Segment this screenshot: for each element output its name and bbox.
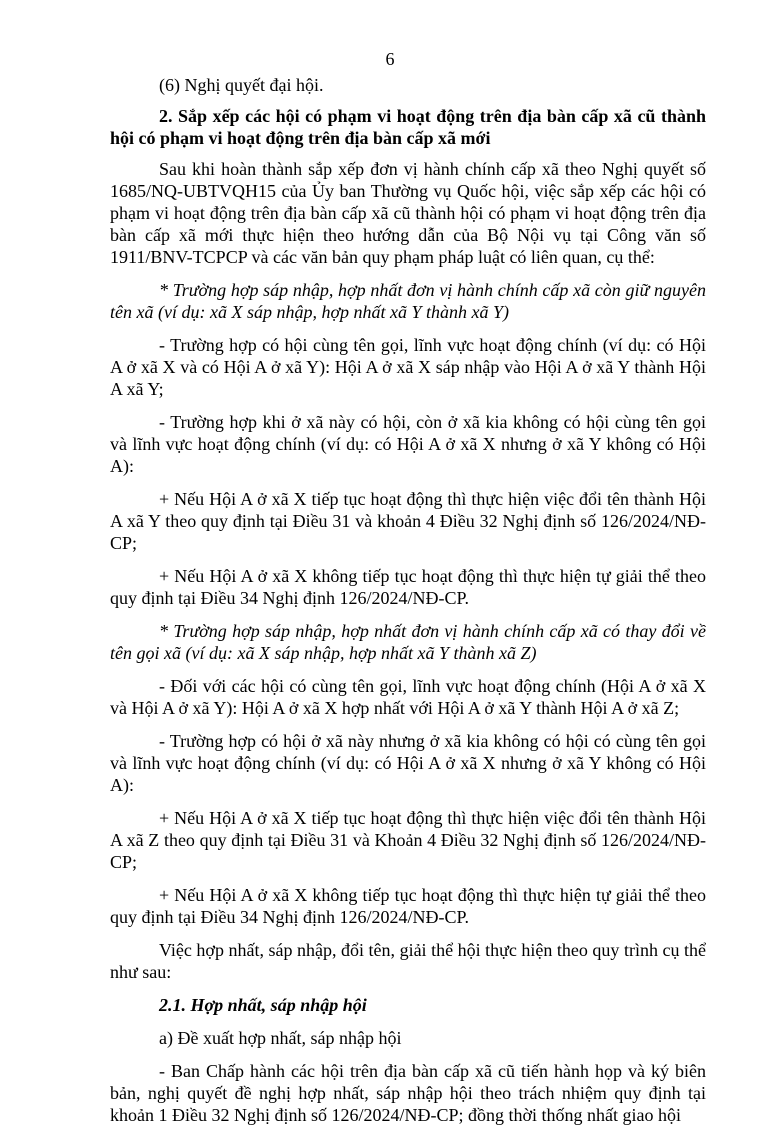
paragraph-item: - Ban Chấp hành các hội trên địa bàn cấp xã cũ tiến hành họp và ký biên bản, nghị quyết đề nghị hợp nhất, sáp nhập hội theo trách nhiệm quy định tại khoản 1 Điều 32 Nghị định số 126/2024/NĐ-CP; đồng thời thống nhất giao hội [110,1061,706,1125]
paragraph-item: - Trường hợp có hội cùng tên gọi, lĩnh vực hoạt động chính (ví dụ: có Hội A ở xã X và có Hội A ở xã Y): Hội A ở xã X sáp nhập vào Hội A ở xã Y thành Hội A xã Y; [110,335,706,399]
paragraph-intro: Sau khi hoàn thành sắp xếp đơn vị hành chính cấp xã theo Nghị quyết số 1685/NQ-UBTVQH15 của Ủy ban Thường vụ Quốc hội, việc sắp xếp các hội có phạm vi hoạt động trên địa bàn cấp xã cũ thành hội có phạm vi hoạt động trên địa bàn cấp xã mới thực hiện theo hướng dẫn của Bộ Nội vụ tại Công văn số 1911/BNV-TCPCP và các văn bản quy phạm pháp luật có liên quan, cụ thể: [110,159,706,267]
paragraph-item: - Trường hợp có hội ở xã này nhưng ở xã kia không có hội có cùng tên gọi và lĩnh vực hoạt động chính (ví dụ: có Hội A ở xã X nhưng ở xã Y không có Hội A): [110,731,706,795]
paragraph-item: - Trường hợp khi ở xã này có hội, còn ở xã kia không có hội cùng tên gọi và lĩnh vực hoạt động chính (ví dụ: có Hội A ở xã X nhưng ở xã Y không có Hội A): [110,412,706,476]
paragraph-item: + Nếu Hội A ở xã X tiếp tục hoạt động thì thực hiện việc đổi tên thành Hội A xã Z theo quy định tại Điều 31 và Khoản 4 Điều 32 Nghị định số 126/2024/NĐ-CP; [110,808,706,872]
case-heading-same-name: * Trường hợp sáp nhập, hợp nhất đơn vị hành chính cấp xã còn giữ nguyên tên xã (ví dụ: xã X sáp nhập, hợp nhất xã Y thành xã Y) [110,280,706,322]
sub-item-heading: a) Đề xuất hợp nhất, sáp nhập hội [159,1028,402,1048]
page-number: 6 [385,49,395,69]
paragraph-item: + Nếu Hội A ở xã X không tiếp tục hoạt động thì thực hiện tự giải thể theo quy định tại Điều 34 Nghị định 126/2024/NĐ-CP. [110,566,706,608]
paragraph-item: + Nếu Hội A ở xã X không tiếp tục hoạt động thì thực hiện tự giải thể theo quy định tại Điều 34 Nghị định 126/2024/NĐ-CP. [110,885,706,927]
paragraph-procedure-intro: Việc hợp nhất, sáp nhập, đổi tên, giải thể hội thực hiện theo quy trình cụ thể như sau: [110,940,706,982]
document-body [110,74,706,1137]
paragraph-item: - Đối với các hội có cùng tên gọi, lĩnh vực hoạt động chính (Hội A ở xã X và Hội A ở xã Y): Hội A ở xã X hợp nhất với Hội A ở xã Y thành Hội A ở xã Z; [110,676,706,718]
paragraph-item: + Nếu Hội A ở xã X tiếp tục hoạt động thì thực hiện việc đổi tên thành Hội A xã Y theo quy định tại Điều 31 và khoản 4 Điều 32 Nghị định số 126/2024/NĐ-CP; [110,489,706,553]
paragraph-resolution-item: (6) Nghị quyết đại hội. [159,75,324,95]
section-heading: 2. Sắp xếp các hội có phạm vi hoạt động trên địa bàn cấp xã cũ thành hội có phạm vi hoạt động trên địa bàn cấp xã mới [110,106,706,148]
case-heading-name-change: * Trường hợp sáp nhập, hợp nhất đơn vị hành chính cấp xã có thay đổi về tên gọi xã (ví dụ: xã X sáp nhập, hợp nhất xã Y thành xã Z) [110,621,706,663]
subsection-heading: 2.1. Hợp nhất, sáp nhập hội [159,995,367,1015]
